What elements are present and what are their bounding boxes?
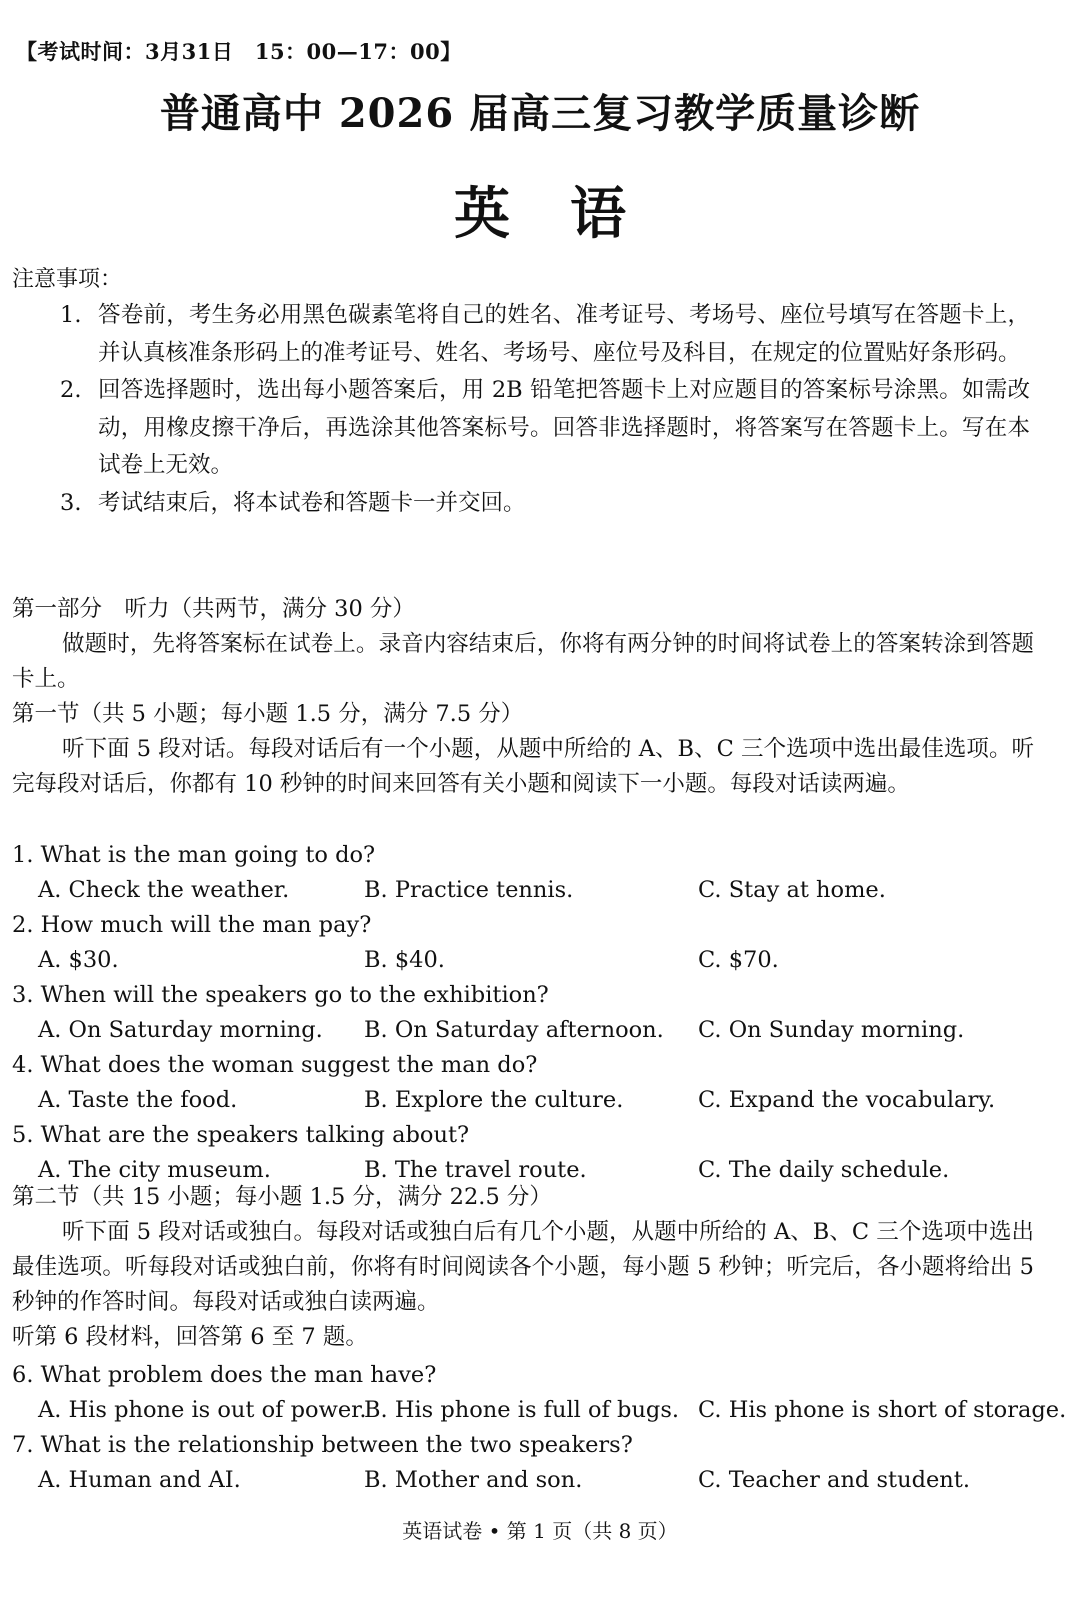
page-footer: 英语试卷 • 第 1 页（共 8 页） [402, 1519, 678, 1543]
option-b: B. On Saturday afternoon. [364, 1017, 664, 1043]
material-note: 听第 6 段材料，回答第 6 至 7 题。 [12, 1324, 368, 1350]
section1-heading: 第一节（共 5 小题；每小题 1.5 分，满分 7.5 分） [12, 701, 524, 727]
note-text: 回答选择题时，选出每小题答案后，用 2B 铅笔把答题卡上对应题目的答案标号涂黑。如需改动，用橡皮擦干净后，再选涂其他答案标号。回答非选择题时，将答案写在答题卡上。写在本试卷上无效。 [98, 377, 1030, 478]
question [12, 1048, 1042, 1118]
question [12, 1358, 1067, 1428]
option-b: B. Explore the culture. [364, 1087, 624, 1113]
answer-options [12, 1082, 1042, 1118]
option-b: B. His phone is full of bugs. [364, 1397, 680, 1423]
option-c: C. On Sunday morning. [698, 1017, 965, 1043]
question-text: 5. What are the speakers talking about? [12, 1122, 470, 1148]
section2 [12, 1180, 1034, 1355]
option-a: A. On Saturday morning. [38, 1017, 323, 1043]
note-number: 2. [60, 377, 82, 403]
option-a: A. Taste the food. [38, 1087, 238, 1113]
exam-title: 普通高中 2026 届高三复习教学质量诊断 [159, 90, 921, 137]
question-text: 1. What is the man going to do? [12, 842, 376, 868]
option-c: C. The daily schedule. [698, 1157, 950, 1183]
question [12, 908, 1042, 978]
subject-title: 英语 [454, 181, 686, 247]
question [12, 1428, 1042, 1498]
part1-section [12, 592, 1034, 802]
answer-options [12, 872, 1042, 908]
option-a: A. Human and AI. [38, 1467, 241, 1493]
answer-options [12, 1462, 1042, 1498]
option-b: B. Mother and son. [364, 1467, 583, 1493]
option-c: C. Teacher and student. [698, 1467, 970, 1493]
notes-list [60, 297, 1030, 522]
option-c: C. Stay at home. [698, 877, 886, 903]
option-c: C. His phone is short of storage. [698, 1397, 1067, 1423]
question-text: 2. How much will the man pay? [12, 912, 372, 938]
option-b: B. $40. [364, 947, 445, 973]
section1-intro: 听下面 5 段对话。每段对话后有一个小题，从题中所给的 A、B、C 三个选项中选出最佳选项。听完每段对话后，你都有 10 秒钟的时间来回答有关小题和阅读下一小题。每段对话读两遍。 [12, 736, 1034, 797]
note-item [60, 297, 1030, 372]
option-b: B. The travel route. [364, 1157, 587, 1183]
question-text: 6. What problem does the man have? [12, 1362, 437, 1388]
note-item [60, 372, 1030, 485]
option-a: A. Check the weather. [38, 877, 290, 903]
question-text: 4. What does the woman suggest the man do? [12, 1052, 538, 1078]
notes-heading: 注意事项： [12, 267, 123, 292]
note-item [60, 485, 1030, 523]
section2-intro: 听下面 5 段对话或独白。每段对话或独白后有几个小题，从题中所给的 A、B、C 三个选项中选出最佳选项。听每段对话或独白前，你将有时间阅读各个小题，每小题 5 秒钟；听完后，各小题将给出 5 秒钟的作答时间。每段对话或独白读两遍。 [12, 1219, 1034, 1315]
question [12, 978, 1042, 1048]
question [12, 838, 1042, 908]
option-a: A. His phone is out of power. [38, 1397, 367, 1423]
exam-time: 【考试时间：3月31日 15：00—17：00】 [16, 39, 462, 64]
answer-options [12, 942, 1042, 978]
answer-options [12, 1012, 1042, 1048]
option-b: B. Practice tennis. [364, 877, 574, 903]
question-list-section1 [12, 838, 1042, 1188]
question-text: 7. What is the relationship between the two speakers? [12, 1432, 633, 1458]
note-text: 考试结束后，将本试卷和答题卡一并交回。 [98, 489, 526, 516]
question-text: 3. When will the speakers go to the exhibition? [12, 982, 549, 1008]
part1-heading: 第一部分 听力（共两节，满分 30 分） [12, 596, 415, 622]
option-c: C. $70. [698, 947, 779, 973]
option-a: A. The city museum. [38, 1157, 271, 1183]
question-list-section2 [12, 1358, 1067, 1498]
section2-heading: 第二节（共 15 小题；每小题 1.5 分，满分 22.5 分） [12, 1184, 552, 1210]
part1-intro: 做题时，先将答案标在试卷上。录音内容结束后，你将有两分钟的时间将试卷上的答案转涂到答题卡上。 [12, 631, 1034, 692]
option-a: A. $30. [38, 947, 119, 973]
note-text: 答卷前，考生务必用黑色碳素笔将自己的姓名、准考证号、考场号、座位号填写在答题卡上，并认真核准条形码上的准考证号、姓名、考场号、座位号及科目，在规定的位置贴好条形码。 [98, 302, 1030, 366]
answer-options [12, 1392, 1067, 1428]
note-number: 3. [60, 489, 82, 516]
question [12, 1118, 1042, 1188]
note-number: 1. [60, 302, 82, 328]
option-c: C. Expand the vocabulary. [698, 1087, 996, 1113]
